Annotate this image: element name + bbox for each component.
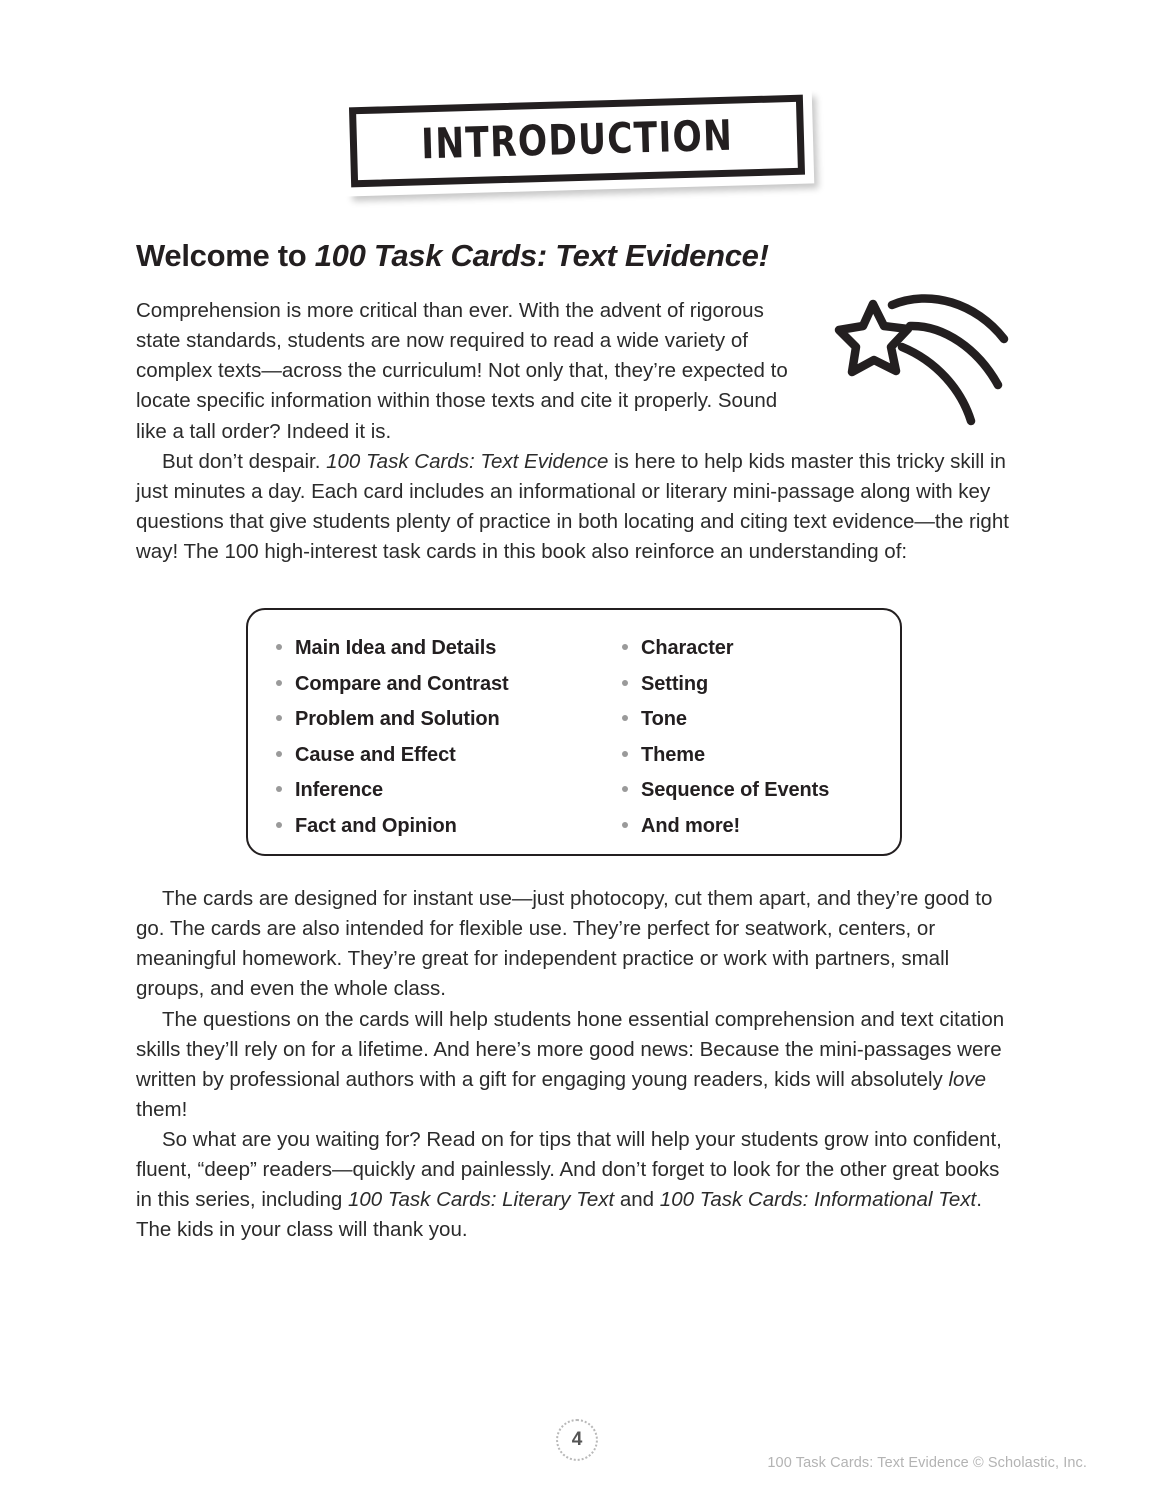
list-item-label: Inference bbox=[295, 779, 384, 801]
bullet-icon bbox=[276, 786, 282, 792]
list-item bbox=[622, 779, 904, 802]
bullet-icon bbox=[622, 786, 628, 792]
list-item-label: Main Idea and Details bbox=[295, 637, 497, 659]
bullet-icon bbox=[276, 715, 282, 721]
page-title-prefix: Welcome to bbox=[136, 238, 315, 273]
list-item-label: Tone bbox=[641, 708, 687, 730]
paragraph-questions bbox=[136, 1005, 1020, 1126]
page-title bbox=[136, 238, 1020, 274]
list-item bbox=[276, 673, 622, 696]
bullet-icon bbox=[622, 680, 628, 686]
paragraph-instant-use: The cards are designed for instant use—just photocopy, cut them apart, and they’re good to go. The cards are also intended for flexible use. They’re perfect for seatwork, centers, or meaningful homework. They’re great for independent practice or work with partners, small groups, and even the whole class. bbox=[136, 887, 993, 1001]
list-item bbox=[276, 744, 622, 767]
banner-title: INTRODUCTION bbox=[420, 110, 735, 169]
bullet-icon bbox=[276, 644, 282, 650]
page-number: 4 bbox=[556, 1419, 598, 1461]
bullet-icon bbox=[276, 751, 282, 757]
skills-list-box bbox=[246, 608, 902, 856]
paragraph-closing-part2: . The kids in your class will thank you. bbox=[136, 1188, 982, 1242]
page-title-book: 100 Task Cards: Text Evidence! bbox=[314, 238, 769, 273]
paragraph-questions-part2: them! bbox=[136, 1097, 188, 1121]
list-item bbox=[622, 637, 904, 660]
bullet-icon bbox=[622, 644, 628, 650]
bullet-icon bbox=[622, 751, 628, 757]
main-content bbox=[136, 238, 1020, 567]
paragraph-closing bbox=[136, 1125, 1020, 1246]
list-item bbox=[622, 744, 904, 767]
bullet-icon bbox=[622, 715, 628, 721]
list-item bbox=[276, 815, 622, 838]
introduction-banner bbox=[0, 92, 1155, 190]
banner-card bbox=[340, 85, 815, 196]
bullet-icon bbox=[276, 680, 282, 686]
list-item bbox=[622, 708, 904, 731]
skills-columns bbox=[248, 610, 900, 854]
list-item bbox=[622, 673, 904, 696]
list-item bbox=[276, 708, 622, 731]
list-item-label: Problem and Solution bbox=[295, 708, 500, 730]
list-item bbox=[276, 779, 622, 802]
paragraph-despair-book: 100 Task Cards: Text Evidence bbox=[326, 449, 609, 473]
paragraph-closing-mid: and bbox=[614, 1188, 660, 1212]
paragraph-intro: Comprehension is more critical than ever. With the advent of rigorous state standards, students are now required to read a wide variety of complex texts—across the curriculum! Not only that, they’re expected to locate specific information within those texts and cite it properly. Sound like a tall order? Indeed it is. bbox=[136, 299, 788, 443]
list-item-label: And more! bbox=[641, 814, 741, 837]
paragraph-questions-emphasis: love bbox=[948, 1067, 987, 1091]
paragraph-despair-part2: is here to help kids master this tricky skill in just minutes a day. Each card includes an informational or literary mini-passage along with key questions that give students plenty of practice in both locating and citing text evidence—the right way! The 100 high-interest task cards in this book also reinforce an understanding of: bbox=[136, 449, 1009, 564]
paragraph-despair bbox=[136, 447, 1020, 568]
list-item-label: Cause and Effect bbox=[295, 743, 456, 766]
skills-column-left bbox=[248, 637, 622, 854]
list-item bbox=[276, 637, 622, 660]
copyright-notice: 100 Task Cards: Text Evidence © Scholastic, Inc. bbox=[767, 1455, 1087, 1471]
list-item-label: Theme bbox=[641, 743, 705, 766]
list-item-label: Compare and Contrast bbox=[295, 672, 509, 695]
paragraph-despair-part1: But don’t despair. bbox=[162, 449, 327, 473]
list-item bbox=[622, 815, 904, 838]
skills-column-right bbox=[622, 637, 904, 854]
list-item-label: Character bbox=[641, 637, 734, 659]
list-item-label: Sequence of Events bbox=[641, 779, 830, 801]
paragraph-closing-part1: So what are you waiting for? Read on for tips that will help your students grow into confident, fluent, “deep” readers—quickly and painlessly. And don’t forget to look for the other great books in this series, including bbox=[136, 1128, 1002, 1212]
list-item-label: Fact and Opinion bbox=[295, 814, 457, 837]
paragraph-questions-part1: The questions on the cards will help students hone essential comprehension and text citation skills they’ll rely on for a lifetime. And here’s more good news: Because the mini-passages were written by professional authors with a gift for engaging young readers, kids will absolutely bbox=[136, 1007, 1005, 1091]
lower-content bbox=[136, 884, 1020, 1246]
paragraph-closing-book-2: 100 Task Cards: Informational Text bbox=[659, 1188, 977, 1212]
paragraph-closing-book-1: 100 Task Cards: Literary Text bbox=[347, 1188, 615, 1212]
banner-border bbox=[349, 95, 805, 188]
bullet-icon bbox=[622, 822, 628, 828]
list-item-label: Setting bbox=[641, 672, 709, 695]
bullet-icon bbox=[276, 822, 282, 828]
